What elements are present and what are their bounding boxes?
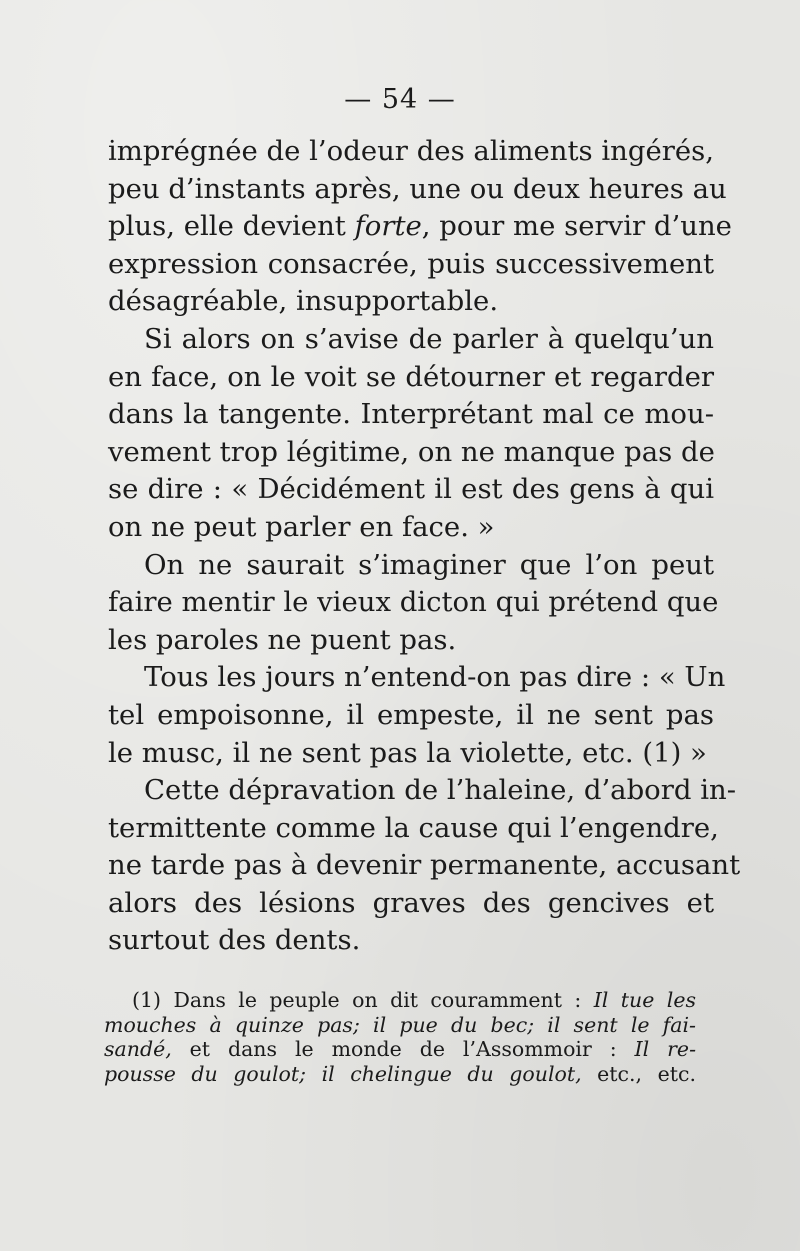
footnote-italic: mouches à quinze pas; il pue du bec; il sent le fai- <box>104 1012 696 1037</box>
footnote-line <box>104 988 696 1013</box>
text-line: dans la tangente. Interprétant mal ce mou- <box>108 398 714 431</box>
text-line: expression consacrée, puis successivement <box>108 247 714 280</box>
italic-word: forte <box>354 210 422 243</box>
text-line: vement trop légitime, on ne manque pas de <box>108 435 715 468</box>
footnote-line <box>104 1062 696 1087</box>
footnote-italic: sandé, <box>104 1037 172 1061</box>
text-line <box>108 208 732 246</box>
footnote-italic: pousse du goulot; il chelingue du goulot, <box>104 1061 582 1086</box>
footnote-fragment: (1) Dans le peuple on dit couramment : <box>132 988 594 1012</box>
footnote-line <box>104 1013 696 1038</box>
paragraph-start-line: Si alors on s’avise de parler à quelqu’un <box>144 322 714 355</box>
text-line: surtout des dents. <box>108 924 361 957</box>
footnote-italic: Il tue les <box>593 988 697 1012</box>
text-line: tel empoisonne, il empeste, il ne sent pas <box>108 698 714 731</box>
footnote-italic: Il re- <box>634 1037 696 1061</box>
text-line: on ne peut parler en face. » <box>108 510 495 543</box>
body-text <box>108 133 741 960</box>
paragraph-start-line: Cette dépravation de l’haleine, d’abord in- <box>144 774 737 807</box>
paragraph-start-line: On ne saurait s’imaginer que l’on peut <box>144 548 714 581</box>
text-line: termittente comme la cause qui l’engendre, <box>108 811 719 844</box>
text-line: le musc, il ne sent pas la violette, etc. (1) » <box>108 736 707 769</box>
page-number: — 54 — <box>344 84 456 115</box>
footnote-line <box>104 1037 696 1062</box>
text-line: désagréable, insupportable. <box>108 285 499 318</box>
text-line: peu d’instants après, une ou deux heures au <box>108 172 727 205</box>
text-line: en face, on le voit se détourner et regarder <box>108 360 714 393</box>
footnote-fragment: et dans le monde de l’Assommoir : <box>171 1037 635 1061</box>
text-fragment: plus, elle devient <box>108 210 355 243</box>
text-line: se dire : « Décidément il est des gens à qui <box>108 473 714 506</box>
footnote-fragment: etc., etc. <box>581 1061 696 1086</box>
text-fragment: , pour me servir d’une <box>421 210 732 243</box>
paragraph-start-line: Tous les jours n’entend-on pas dire : « Un <box>144 661 726 694</box>
footnote <box>104 988 696 1086</box>
text-line: faire mentir le vieux dicton qui prétend que <box>108 586 719 619</box>
text-line: alors des lésions graves des gencives et <box>108 886 714 919</box>
text-line: les paroles ne puent pas. <box>108 623 457 656</box>
text-line: ne tarde pas à devenir permanente, accusant <box>108 849 741 882</box>
text-line: imprégnée de l’odeur des aliments ingérés, <box>108 135 715 167</box>
